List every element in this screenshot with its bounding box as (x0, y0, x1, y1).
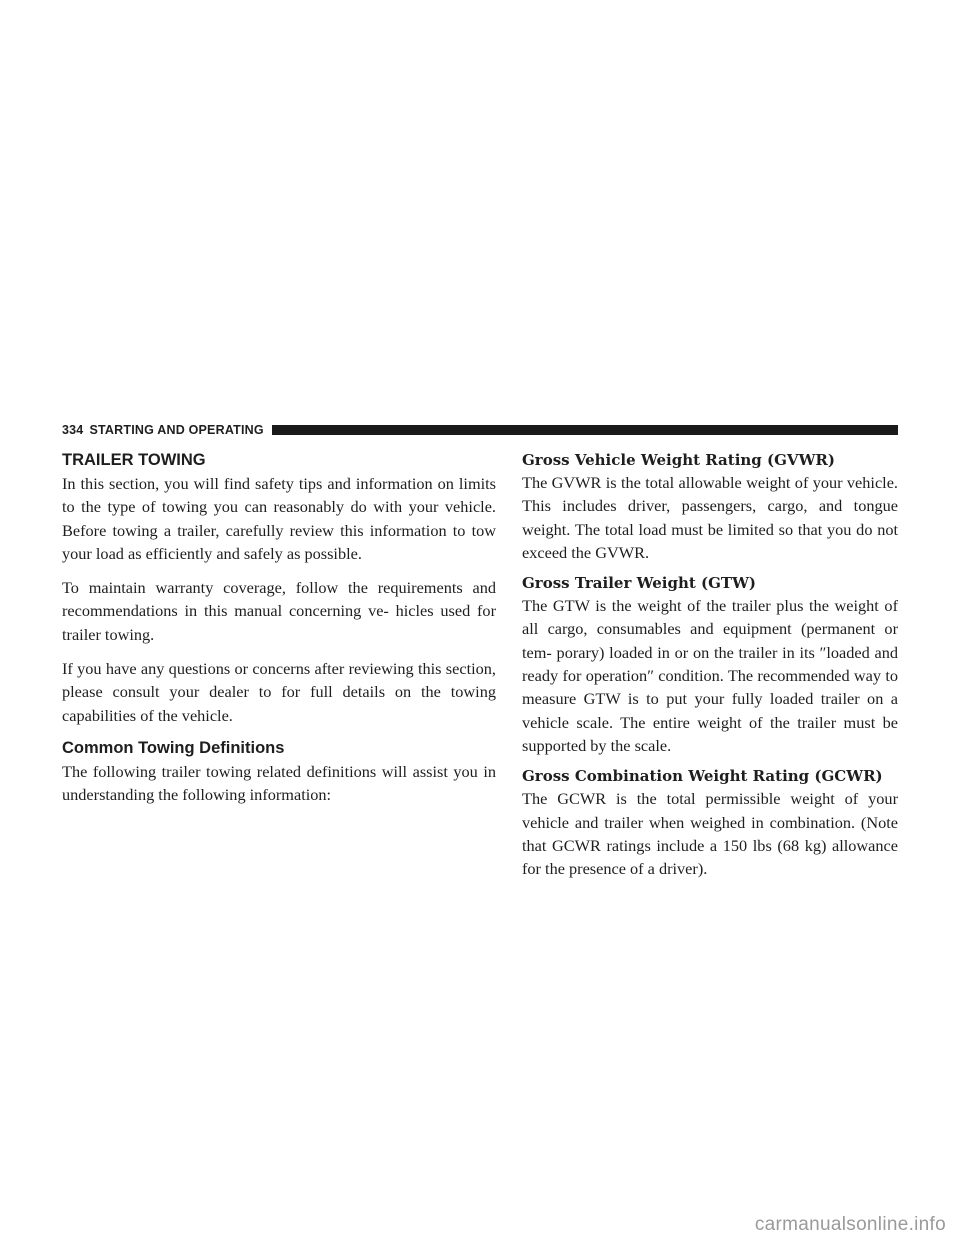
left-column (62, 450, 496, 818)
trailer-towing-heading: TRAILER TOWING (62, 451, 206, 469)
common-definitions-heading: Common Towing Definitions (62, 738, 285, 757)
definitions-intro-paragraph: The following trailer towing related definitions will assist you in understanding the following information: (62, 761, 496, 805)
questions-paragraph: If you have any questions or concerns after reviewing this section, please consult your dealer to for full details on the towing capabilities of the vehicle. (62, 659, 496, 725)
page-number: 334 (62, 423, 84, 437)
section-title: STARTING AND OPERATING (89, 423, 264, 437)
warranty-paragraph: To maintain warranty coverage, follow the requirements and recommendations in this manual concerning ve- hicles used for trailer towing. (62, 578, 496, 644)
page-header (62, 423, 898, 437)
intro-paragraph: In this section, you will find safety tips and information on limits to the type of towing you can reasonably do with your vehicle. Before towing a trailer, carefully review this information to tow your load as efficiently and safely as possible. (62, 474, 496, 563)
watermark: carmanualsonline.info (754, 1214, 946, 1235)
header-rule (272, 425, 898, 435)
right-column (522, 450, 898, 889)
gtw-heading: Gross Trailer Weight (GTW) (522, 574, 757, 593)
gcwr-heading: Gross Combination Weight Rating (GCWR) (522, 767, 883, 786)
gcwr-paragraph: The GCWR is the total permissible weight of your vehicle and trailer when weighed in combination. (Note that GCWR ratings include a 150 lbs (68 kg) allowance for the presence of a driver). (522, 789, 898, 879)
gvwr-paragraph: The GVWR is the total allowable weight of your vehicle. This includes driver, passengers, cargo, and tongue weight. The total load must be limited so that you do not exceed the GVWR. (522, 473, 898, 562)
gvwr-heading: Gross Vehicle Weight Rating (GVWR) (522, 451, 835, 469)
gtw-paragraph: The GTW is the weight of the trailer plus the weight of all cargo, consumables and equipment (permanent or tem- porary) loaded in or on the trailer in its ″loaded and ready for operation″ condition. The recommended way to measure GTW is to put your fully loaded trailer on a vehicle scale. The entire weight of the trailer must be supported by the scale. (522, 596, 898, 755)
